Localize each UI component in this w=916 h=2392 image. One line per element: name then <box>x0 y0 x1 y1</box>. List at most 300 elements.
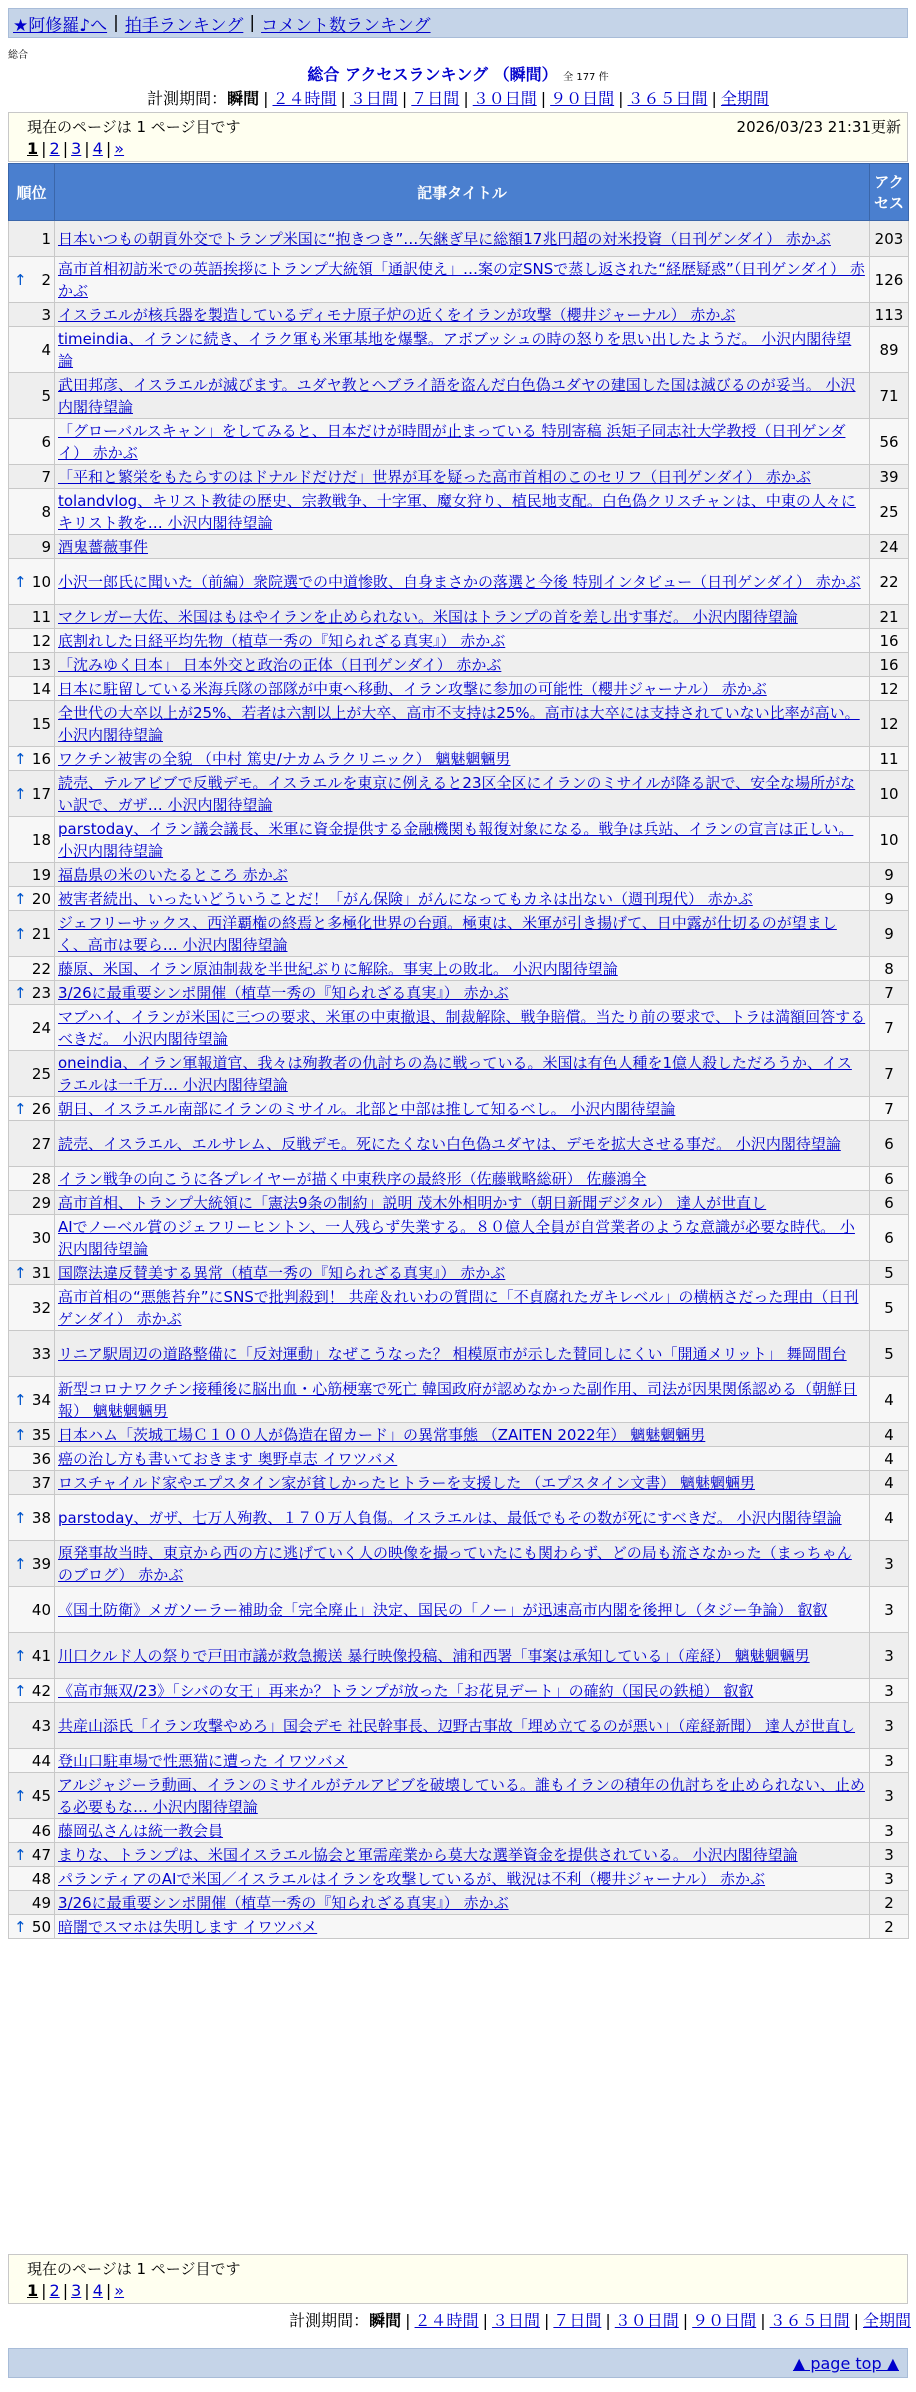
table-row <box>9 221 909 257</box>
rank-up-arrow-icon: ↑ <box>14 1099 27 1118</box>
page-link[interactable]: 3 <box>71 139 82 158</box>
period-selector-top <box>0 86 916 109</box>
genre-label: 総合 <box>8 50 28 61</box>
period-label: 計測期間： <box>147 89 228 108</box>
rank-cell <box>9 1749 55 1773</box>
table-row <box>9 817 909 863</box>
access-count: 3 <box>870 1633 909 1679</box>
page-separator: | <box>41 2281 47 2300</box>
access-count: 9 <box>870 887 909 911</box>
access-count: 4 <box>870 1423 909 1447</box>
rank-number: 50 <box>31 1917 51 1936</box>
article-title-link[interactable]: ジェフリーサックス、西洋覇権の終焉と多極化世界の台頭。極東は、米軍が引き揚げて、日中露が仕切るのが望ましく、高市は要ら… 小沢内閣待望論 <box>58 913 837 954</box>
article-title-link[interactable]: oneindia、イラン軍報道官、我々は殉教者の仇討ちの為に戦っている。米国は有色人種を1億人殺しただろうか、イスラエルは一千万… 小沢内閣待望論 <box>58 1053 852 1094</box>
article-title-link[interactable]: 「沈みゆく日本」 日本外交と政治の正体（日刊ゲンダイ） 赤かぶ <box>58 655 502 674</box>
period-link[interactable]: ３６５日間 <box>769 2311 850 2330</box>
rank-number: 42 <box>31 1681 51 1700</box>
access-count: 5 <box>870 1261 909 1285</box>
next-page-link[interactable]: » <box>114 139 125 158</box>
updated-timestamp: 2026/03/23 21:31更新 <box>736 118 901 136</box>
rank-cell <box>9 1843 55 1867</box>
current-page-text: 現在のページは 1 ページ目です <box>27 118 241 136</box>
back-to-ashura-link[interactable]: ★阿修羅♪へ <box>13 15 108 36</box>
rank-number: 6 <box>41 432 51 451</box>
rank-number: 31 <box>31 1263 51 1282</box>
page-link[interactable]: 4 <box>92 139 103 158</box>
access-count: 11 <box>870 747 909 771</box>
rank-number: 43 <box>31 1716 51 1735</box>
rank-cell <box>9 1703 55 1749</box>
rank-number: 40 <box>31 1600 51 1619</box>
access-count: 7 <box>870 1097 909 1121</box>
rank-number: 41 <box>31 1646 51 1665</box>
title-cell <box>55 1891 870 1915</box>
article-title-link[interactable]: イスラエルが核兵器を製造しているディモナ原子炉の近くをイランが攻撃（櫻井ジャーナル） 赤かぶ <box>58 305 736 324</box>
table-row <box>9 981 909 1005</box>
title-cell <box>55 1773 870 1819</box>
access-count: 25 <box>870 489 909 535</box>
article-title-link[interactable]: 読売、イスラエル、エルサレム、反戦デモ。死にたくない白色偽ユダヤは、デモを拡大させる事だ。 小沢内閣待望論 <box>58 1134 841 1153</box>
access-header: アクセス <box>870 164 909 221</box>
title-cell <box>55 957 870 981</box>
title-cell <box>55 1633 870 1679</box>
rank-cell <box>9 1331 55 1377</box>
access-count: 126 <box>870 257 909 303</box>
access-count: 4 <box>870 1377 909 1423</box>
table-row <box>9 465 909 489</box>
rank-cell <box>9 559 55 605</box>
table-row <box>9 1447 909 1471</box>
rank-header: 順位 <box>9 164 55 221</box>
ranking-title: 総合 アクセスランキング （瞬間） <box>307 65 558 84</box>
rank-cell <box>9 1167 55 1191</box>
title-cell <box>55 1377 870 1423</box>
title-cell <box>55 701 870 747</box>
period-link[interactable]: ９０日間 <box>550 89 615 108</box>
rank-number: 47 <box>31 1845 51 1864</box>
rank-number: 48 <box>31 1869 51 1888</box>
article-title-link[interactable]: 登山口駐車場で性悪猫に遭った イワツバメ <box>58 1751 348 1770</box>
table-row <box>9 1051 909 1097</box>
rank-number: 2 <box>41 270 51 289</box>
rank-cell <box>9 747 55 771</box>
period-link[interactable]: 全期間 <box>720 89 769 108</box>
page-separator: | <box>62 2281 69 2300</box>
access-count: 6 <box>870 1191 909 1215</box>
rank-up-arrow-icon: ↑ <box>14 784 27 803</box>
rank-cell <box>9 1495 55 1541</box>
rank-number: 14 <box>31 679 51 698</box>
access-count: 21 <box>870 605 909 629</box>
article-title-link[interactable]: リニア駅周辺の道路整備に「反対運動」なぜこうなった？ 相模原市が示した賛同しにくい「開通メリット」 舞岡間台 <box>58 1344 847 1363</box>
period-link[interactable]: ３０日間 <box>614 2311 679 2330</box>
period-link[interactable]: ９０日間 <box>692 2311 757 2330</box>
article-title-link[interactable]: パランティアのAIで米国／イスラエルはイランを攻撃しているが、戦況は不利（櫻井ジャーナル） 赤かぶ <box>58 1869 766 1888</box>
period-separator: | <box>618 89 624 108</box>
title-cell <box>55 771 870 817</box>
access-count: 7 <box>870 1051 909 1097</box>
current-page-number: 1 <box>27 2281 39 2300</box>
rank-up-arrow-icon: ↑ <box>14 889 27 908</box>
rank-up-arrow-icon: ↑ <box>14 749 27 768</box>
access-count: 5 <box>870 1331 909 1377</box>
rank-cell <box>9 1633 55 1679</box>
period-current: 瞬間 <box>369 2311 402 2330</box>
rank-cell <box>9 1819 55 1843</box>
title-cell <box>55 465 870 489</box>
table-row <box>9 419 909 465</box>
rank-number: 30 <box>31 1228 51 1247</box>
period-link[interactable]: ７日間 <box>553 2311 602 2330</box>
access-count: 4 <box>870 1471 909 1495</box>
title-cell <box>55 489 870 535</box>
rank-number: 21 <box>31 924 51 943</box>
article-title-link[interactable]: 「平和と繁栄をもたらすのはドナルドだけだ」世界が耳を疑った高市首相のこのセリフ（日刊ゲンダイ） 赤かぶ <box>58 467 811 486</box>
title-cell <box>55 1447 870 1471</box>
title-cell <box>55 1749 870 1773</box>
access-count: 3 <box>870 1703 909 1749</box>
period-link[interactable]: ２４時間 <box>414 2311 479 2330</box>
rank-up-arrow-icon: ↑ <box>14 1508 27 1527</box>
article-title-link[interactable]: 《国土防衛》メガソーラー補助金「完全廃止」決定、国民の「ノー」が迅速高市内閣を後押し（タジー争論） 叡叡 <box>58 1600 828 1619</box>
rank-up-arrow-icon: ↑ <box>14 983 27 1002</box>
rank-number: 36 <box>31 1449 51 1468</box>
rank-cell <box>9 1423 55 1447</box>
total-count: 全 177 件 <box>563 72 609 83</box>
article-title-link[interactable]: parstoday、イラン議会議長、米軍に資金提供する金融機関も報復対象になる。戦争は兵站、イランの宣言は正しい。 小沢内閣待望論 <box>58 819 854 860</box>
period-separator: | <box>711 89 717 108</box>
article-title-link[interactable]: 原発事故当時、東京から西の方に逃げていく人の映像を撮っていたにも関わらず、どの局も流さなかった（まっちゃんのブログ） 赤かぶ <box>58 1543 852 1584</box>
article-title-link[interactable]: 武田邦彦、イスラエルが滅びます。ユダヤ教とヘブライ語を盗んだ白色偽ユダヤの建国した国は滅びるのが妥当。 小沢内閣待望論 <box>58 375 856 416</box>
rank-number: 3 <box>41 305 51 324</box>
page-link[interactable]: 4 <box>92 2281 103 2300</box>
table-row <box>9 1261 909 1285</box>
table-row <box>9 629 909 653</box>
title-cell <box>55 559 870 605</box>
title-cell <box>55 1843 870 1867</box>
access-count: 56 <box>870 419 909 465</box>
article-title-link[interactable]: timeindia、イランに続き、イラク軍も米軍基地を爆撃。アボブッシュの時の怒りを思い出したようだ。 小沢内閣待望論 <box>58 329 852 370</box>
title-cell <box>55 257 870 303</box>
article-title-link[interactable]: 《高市無双/23》「シバの女王」再来か？トランプが放った「お花見デート」の確約（国民の鉄槌） 叡叡 <box>58 1681 754 1700</box>
page-separator: | <box>62 139 69 158</box>
pager-box-bottom <box>8 2254 908 2304</box>
rank-up-arrow-icon: ↑ <box>14 1917 27 1936</box>
page-separator: | <box>84 2281 90 2300</box>
comment-ranking-link[interactable]: コメント数ランキング <box>261 15 431 36</box>
rank-cell <box>9 303 55 327</box>
title-cell <box>55 747 870 771</box>
table-row <box>9 535 909 559</box>
rank-cell <box>9 605 55 629</box>
page-top-link[interactable]: ▲ page top ▲ <box>792 2354 899 2373</box>
article-title-link[interactable]: AIでノーベル賞のジェフリーヒントン、一人残らず失業する。８０億人全員が自営業者のような意識が必要な時代。 小沢内閣待望論 <box>58 1217 855 1258</box>
page-separator: | <box>105 2281 112 2300</box>
rank-number: 19 <box>31 865 51 884</box>
title-cell <box>55 653 870 677</box>
rank-cell <box>9 221 55 257</box>
period-link[interactable]: ３日間 <box>491 2311 540 2330</box>
rank-cell <box>9 1471 55 1495</box>
access-count: 3 <box>870 1843 909 1867</box>
title-cell <box>55 1097 870 1121</box>
article-title-link[interactable]: 高市首相、トランプ大統領に「憲法9条の制約」説明 茂木外相明かす（朝日新聞デジタル） 達人が世直し <box>58 1193 767 1212</box>
rank-cell <box>9 701 55 747</box>
table-row <box>9 1891 909 1915</box>
table-row <box>9 771 909 817</box>
access-count: 6 <box>870 1121 909 1167</box>
title-cell <box>55 1915 870 1939</box>
page-link[interactable]: 2 <box>49 139 60 158</box>
page-link[interactable]: 2 <box>49 2281 60 2300</box>
rank-cell <box>9 257 55 303</box>
rank-up-arrow-icon: ↑ <box>14 572 27 591</box>
access-count: 9 <box>870 863 909 887</box>
period-separator: | <box>760 2311 766 2330</box>
table-row <box>9 1703 909 1749</box>
rank-number: 13 <box>31 655 51 674</box>
period-separator: | <box>682 2311 689 2330</box>
article-title-link[interactable]: イラン戦争の向こうに各プレイヤーが描く中東秩序の最終形（佐藤戦略総研） 佐藤鴻全 <box>58 1169 647 1188</box>
period-separator: | <box>405 2311 411 2330</box>
rank-cell <box>9 373 55 419</box>
article-title-link[interactable]: 藤岡弘さんは統一教会員 <box>58 1821 224 1840</box>
rank-up-arrow-icon: ↑ <box>14 1425 27 1444</box>
rank-cell <box>9 1773 55 1819</box>
pagination <box>27 139 124 158</box>
article-title-link[interactable]: 3/26に最重要シンポ開催（植草一秀の『知られざる真実』） 赤かぶ <box>58 983 509 1002</box>
access-count: 6 <box>870 1167 909 1191</box>
rank-up-arrow-icon: ↑ <box>14 1390 27 1409</box>
article-title-link[interactable]: 福島県の米のいたるところ 赤かぶ <box>58 865 288 884</box>
article-title-link[interactable]: 朝日、イスラエル南部にイランのミサイル。北部と中部は推して知るべし。 小沢内閣待望論 <box>58 1099 676 1118</box>
rank-number: 33 <box>31 1344 51 1363</box>
ranking-table <box>8 163 909 1939</box>
clap-ranking-link[interactable]: 拍手ランキング <box>124 15 244 36</box>
period-label: 計測期間： <box>289 2311 370 2330</box>
pagination <box>27 2281 124 2300</box>
period-separator: | <box>263 89 269 108</box>
table-row <box>9 1541 909 1587</box>
table-row <box>9 1005 909 1051</box>
period-link[interactable]: ３６５日間 <box>627 89 708 108</box>
period-link[interactable]: ３日間 <box>349 89 398 108</box>
table-row <box>9 1097 909 1121</box>
article-title-link[interactable]: アルジャジーラ動画、イランのミサイルがテルアビブを破壊している。誰もイランの積年の仇討ちを止められない、止める必要もな… 小沢内閣待望論 <box>58 1775 865 1816</box>
title-cell <box>55 629 870 653</box>
access-count: 3 <box>870 1679 909 1703</box>
title-header: 記事タイトル <box>55 164 870 221</box>
article-title-link[interactable]: 暗闇でスマホは失明します イワツバメ <box>58 1917 318 1936</box>
table-row <box>9 1633 909 1679</box>
table-row <box>9 1121 909 1167</box>
article-title-link[interactable]: tolandvlog、キリスト教徒の歴史、宗教戦争、十字軍、魔女狩り、植民地支配。白色偽クリスチャンは、中東の人々にキリスト教を… 小沢内閣待望論 <box>58 491 856 532</box>
article-title-link[interactable]: 川口クルド人の祭りで戸田市議が救急搬送 暴行映像投稿、浦和西署「事案は承知している」（産経） 魑魅魍魎男 <box>58 1646 810 1665</box>
article-title-link[interactable]: 酒鬼薔薇事件 <box>58 537 149 556</box>
table-row <box>9 1215 909 1261</box>
period-separator: | <box>401 89 408 108</box>
table-row <box>9 559 909 605</box>
article-title-link[interactable]: 小沢一郎氏に聞いた（前編）衆院選での中道惨敗、自身まさかの落選と今後 特別インタビュー（日刊ゲンダイ） 赤かぶ <box>58 572 861 591</box>
access-count: 7 <box>870 1005 909 1051</box>
rank-number: 25 <box>31 1064 51 1083</box>
article-title-link[interactable]: 3/26に最重要シンポ開催（植草一秀の『知られざる真実』） 赤かぶ <box>58 1893 509 1912</box>
article-title-link[interactable]: 全世代の大卒以上が25%、若者は六割以上が大卒、高市不支持は25%。高市は大卒には支持されていない比率が高い。 小沢内閣待望論 <box>58 703 860 744</box>
table-row <box>9 887 909 911</box>
article-title-link[interactable]: 被害者続出、いったいどういうことだ！「がん保険」がんになってもカネは出ない（週刊現代） 赤かぶ <box>58 889 753 908</box>
article-title-link[interactable]: 癌の治し方も書いておきます 奥野卓志 イワツバメ <box>58 1449 398 1468</box>
rank-number: 32 <box>31 1298 51 1317</box>
rank-number: 35 <box>31 1425 51 1444</box>
access-count: 2 <box>870 1915 909 1939</box>
rank-cell <box>9 957 55 981</box>
page-separator: | <box>105 139 112 158</box>
table-row <box>9 911 909 957</box>
access-count: 10 <box>870 817 909 863</box>
article-title-link[interactable]: 「グローバルスキャン」をしてみると、日本だけが時間が止まっている 特別寄稿 浜矩子同志社大学教授（日刊ゲンダイ） 赤かぶ <box>58 421 846 462</box>
table-row <box>9 1471 909 1495</box>
rank-number: 39 <box>31 1554 51 1573</box>
rank-number: 5 <box>41 386 51 405</box>
title-cell <box>55 817 870 863</box>
table-row <box>9 1377 909 1423</box>
rank-up-arrow-icon: ↑ <box>14 924 27 943</box>
page-link[interactable]: 3 <box>71 2281 82 2300</box>
article-title-link[interactable]: 高市首相初訪米での英語挨拶にトランプ大統領「通訳使え」…案の定SNSで蒸し返された“経歴疑惑”（日刊ゲンダイ） 赤かぶ <box>58 259 865 300</box>
rank-cell <box>9 1915 55 1939</box>
rank-cell <box>9 771 55 817</box>
period-link[interactable]: ７日間 <box>411 89 460 108</box>
table-row <box>9 1423 909 1447</box>
access-count: 203 <box>870 221 909 257</box>
rank-cell <box>9 1121 55 1167</box>
period-separator: | <box>543 2311 550 2330</box>
table-row <box>9 677 909 701</box>
title-cell <box>55 1167 870 1191</box>
rank-cell <box>9 1377 55 1423</box>
article-title-link[interactable]: 読売、テルアビブで反戦デモ。イスラエルを東京に例えると23区全区にイランのミサイルが降る訳で、安全な場所がない訳で、ガザ… 小沢内閣待望論 <box>58 773 856 814</box>
access-count: 3 <box>870 1541 909 1587</box>
rank-number: 46 <box>31 1821 51 1840</box>
rank-number: 26 <box>31 1099 51 1118</box>
article-title-link[interactable]: 日本いつもの朝貢外交でトランプ米国に“抱きつき”…矢継ぎ早に総額17兆円超の対米投資（日刊ゲンダイ） 赤かぶ <box>58 229 831 248</box>
title-cell <box>55 911 870 957</box>
table-row <box>9 1819 909 1843</box>
rank-cell <box>9 1891 55 1915</box>
title-cell <box>55 1051 870 1097</box>
article-title-link[interactable]: マクレガー大佐、米国はもはやイランを止められない。米国はトランプの首を差し出す事だ。 小沢内閣待望論 <box>58 607 798 626</box>
access-count: 8 <box>870 957 909 981</box>
title-cell <box>55 221 870 257</box>
page-title <box>0 62 916 85</box>
title-cell <box>55 1285 870 1331</box>
table-row <box>9 489 909 535</box>
table-row <box>9 653 909 677</box>
title-cell <box>55 1423 870 1447</box>
period-separator: | <box>482 2311 488 2330</box>
access-count: 3 <box>870 1749 909 1773</box>
article-title-link[interactable]: 高市首相の“悪態苔弁”にSNSで批判殺到！ 共産＆れいわの質問に「不貞腐れたガキレベル」の横柄さだった理由（日刊ゲンダイ） 赤かぶ <box>58 1287 859 1328</box>
title-cell <box>55 1121 870 1167</box>
access-count: 3 <box>870 1867 909 1891</box>
nav-separator: | <box>113 13 119 33</box>
title-cell <box>55 1703 870 1749</box>
article-title-link[interactable]: 国際法違反賛美する異常（植草一秀の『知られざる真実』） 赤かぶ <box>58 1263 506 1282</box>
table-row <box>9 1915 909 1939</box>
table-row <box>9 605 909 629</box>
rank-number: 28 <box>31 1169 51 1188</box>
article-title-link[interactable]: ロスチャイルド家やエプスタイン家が貧しかったヒトラーを支援した （エプスタイン文書） 魑魅魍魎男 <box>58 1473 755 1492</box>
access-count: 16 <box>870 629 909 653</box>
table-row <box>9 1285 909 1331</box>
rank-number: 49 <box>31 1893 51 1912</box>
rank-cell <box>9 1285 55 1331</box>
period-link[interactable]: ３０日間 <box>472 89 537 108</box>
access-count: 16 <box>870 653 909 677</box>
rank-number: 44 <box>31 1751 51 1770</box>
period-link[interactable]: ２４時間 <box>272 89 337 108</box>
rank-cell <box>9 1867 55 1891</box>
rank-up-arrow-icon: ↑ <box>14 1845 27 1864</box>
access-count: 5 <box>870 1285 909 1331</box>
period-current: 瞬間 <box>227 89 260 108</box>
title-cell <box>55 1005 870 1051</box>
article-title-link[interactable]: 底割れした日経平均先物（植草一秀の『知られざる真実』） 赤かぶ <box>58 631 506 650</box>
article-title-link[interactable]: parstoday、ガザ、七万人殉教、１７０万人負傷。イスラエルは、最低でもその数が死にすべきだ。 小沢内閣待望論 <box>58 1508 842 1527</box>
rank-number: 8 <box>41 502 51 521</box>
table-row <box>9 1679 909 1703</box>
article-title-link[interactable]: ワクチン被害の全貌 （中村 篤史/ナカムラクリニック） 魑魅魍魎男 <box>58 749 511 768</box>
rank-up-arrow-icon: ↑ <box>14 1646 27 1665</box>
table-row <box>9 957 909 981</box>
table-row <box>9 303 909 327</box>
table-row <box>9 1843 909 1867</box>
article-title-link[interactable]: 日本に駐留している米海兵隊の部隊が中東へ移動、イラン攻撃に参加の可能性（櫻井ジャーナル） 赤かぶ <box>58 679 767 698</box>
access-count: 89 <box>870 327 909 373</box>
title-cell <box>55 419 870 465</box>
rank-cell <box>9 1541 55 1587</box>
article-title-link[interactable]: マブハイ、イランが米国に三つの要求、米軍の中東撤退、制裁解除、戦争賠償。当たり前の要求で、トラは満額回答するべきだ。 小沢内閣待望論 <box>58 1007 866 1048</box>
access-count: 12 <box>870 701 909 747</box>
access-count: 39 <box>870 465 909 489</box>
article-title-link[interactable]: 共産山添氏「イラン攻撃やめろ」国会デモ 社民幹事長、辺野古事故「埋め立てるのが悪い」（産経新聞） 達人が世直し <box>58 1716 856 1735</box>
rank-cell <box>9 1005 55 1051</box>
period-separator: | <box>605 2311 611 2330</box>
rank-cell <box>9 1051 55 1097</box>
title-cell <box>55 535 870 559</box>
rank-number: 10 <box>31 572 51 591</box>
rank-cell <box>9 1097 55 1121</box>
rank-cell <box>9 677 55 701</box>
period-link[interactable]: 全期間 <box>862 2311 911 2330</box>
rank-cell <box>9 863 55 887</box>
rank-cell <box>9 419 55 465</box>
rank-number: 1 <box>41 229 51 248</box>
rank-cell <box>9 911 55 957</box>
rank-cell <box>9 981 55 1005</box>
next-page-link[interactable]: » <box>114 2281 125 2300</box>
article-title-link[interactable]: 新型コロナワクチン接種後に脳出血・心筋梗塞で死亡 韓国政府が認めなかった副作用、司法が因果関係認める（朝鮮日報） 魑魅魍魎男 <box>58 1379 858 1420</box>
table-row <box>9 373 909 419</box>
period-selector-bottom <box>8 2308 911 2331</box>
rank-number: 7 <box>41 467 51 486</box>
table-row <box>9 1867 909 1891</box>
rank-cell <box>9 629 55 653</box>
article-title-link[interactable]: 藤原、米国、イラン原油制裁を半世紀ぶりに解除。事実上の敗北。 小沢内閣待望論 <box>58 959 618 978</box>
article-title-link[interactable]: まりな、トランプは、米国イスラエル協会と軍需産業から莫大な選挙資金を提供されている。 小沢内閣待望論 <box>58 1845 798 1864</box>
current-page-text: 現在のページは 1 ページ目です <box>27 2260 241 2278</box>
article-title-link[interactable]: 日本ハム「茨城工場Ｃ１００人が偽造在留カード」の異常事態 （ZAITEN 2022年） 魑魅魍魎男 <box>58 1425 706 1444</box>
